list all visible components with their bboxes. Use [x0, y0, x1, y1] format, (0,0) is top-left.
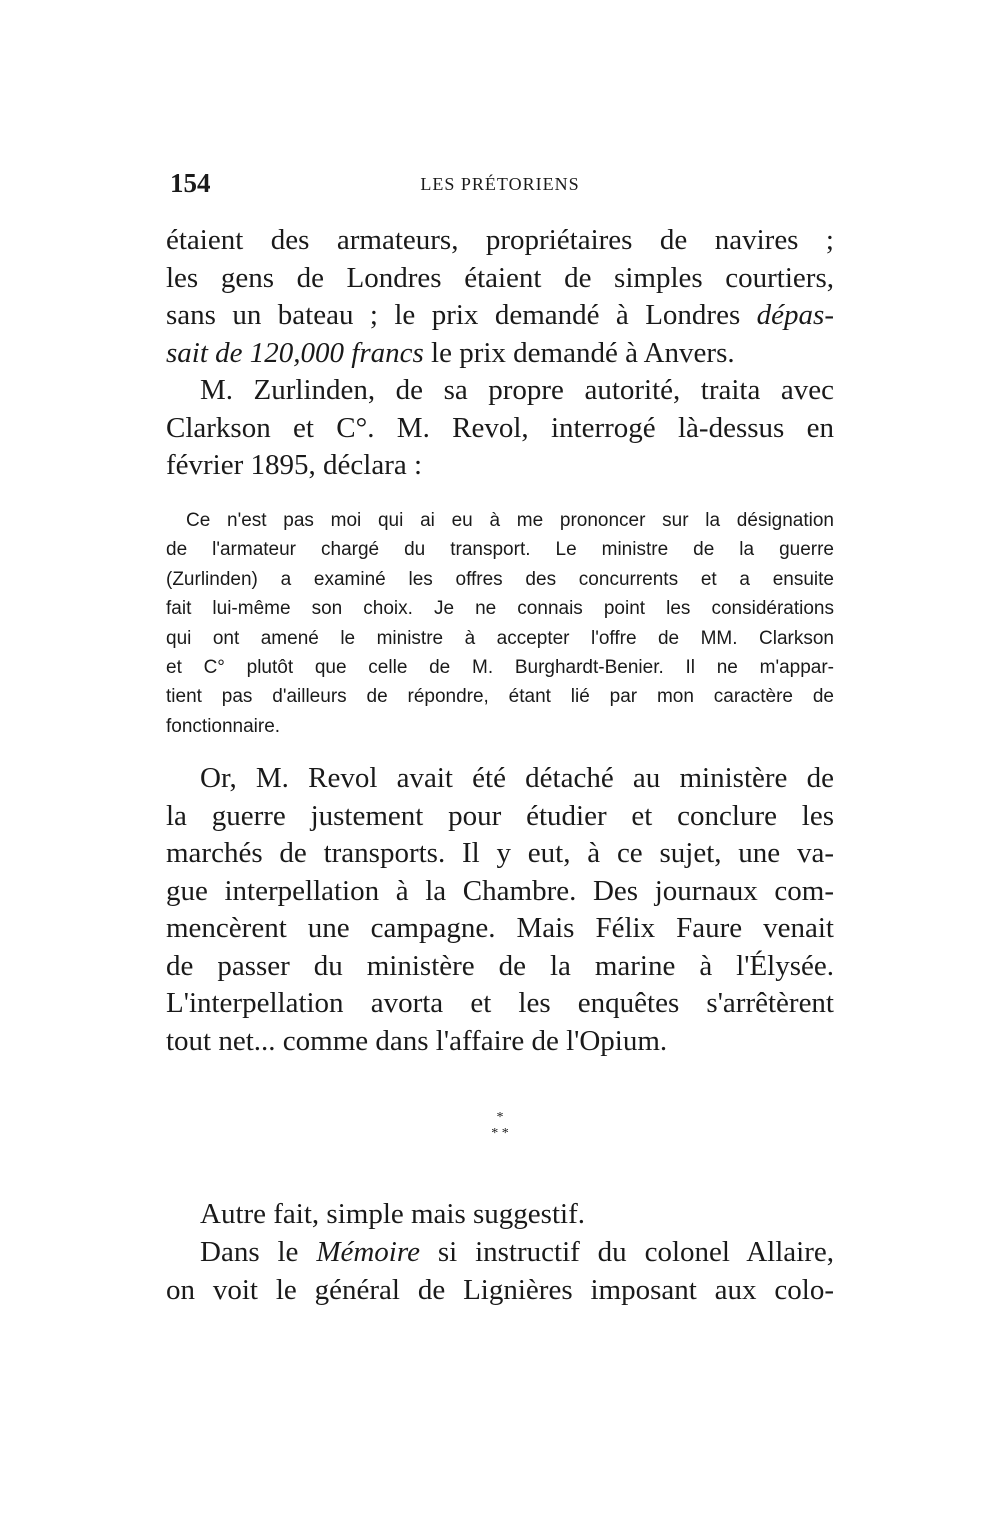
text-line: Or, M. Revol avait été détaché au ministère de — [200, 762, 834, 794]
quote-line: Ce n'est pas moi qui ai eu à me prononcer sur la désignation — [186, 510, 834, 531]
asterism-top: * — [496, 1110, 504, 1125]
italic-text: Mémoire — [316, 1236, 420, 1268]
paragraph-3 — [166, 760, 834, 1060]
text-line: marchés de transports. Il y eut, à ce sujet, une va- — [166, 837, 834, 869]
quote-line: (Zurlinden) a examiné les offres des concurrents et a ensuite — [166, 568, 834, 590]
quote-line: qui ont amené le ministre à accepter l'offre de MM. Clarkson — [166, 627, 834, 649]
text-line: M. Zurlinden, de sa propre autorité, traita avec — [200, 374, 834, 406]
text-line: tout net... comme dans l'affaire de l'Opium. — [166, 1024, 668, 1057]
text-line: gue interpellation à la Chambre. Des journaux com- — [166, 874, 834, 907]
quote-line: tient pas d'ailleurs de répondre, étant lié par mon caractère de — [166, 686, 834, 708]
asterism-bottom: * * — [491, 1126, 509, 1141]
text-line: sait de 120,000 francs le prix demandé à Anvers. — [166, 336, 735, 369]
section-asterism — [460, 1110, 540, 1150]
block-quote — [166, 506, 834, 741]
text-line: février 1895, déclara : — [166, 449, 423, 481]
italic-text: dépas- — [756, 299, 834, 331]
text-line: on voit le général de Lignières imposant aux colo- — [166, 1273, 834, 1306]
quote-line: fonctionnaire. — [166, 715, 281, 737]
italic-text: sait de 120,000 francs — [166, 336, 424, 369]
paragraph-4 — [166, 1196, 834, 1234]
text-line: Dans le Mémoire si instructif du colonel Allaire, — [200, 1236, 834, 1268]
quote-line: et C° plutôt que celle de M. Burghardt-Benier. Il ne m'appar- — [166, 657, 834, 679]
paragraph-2 — [166, 372, 834, 485]
text-line: la guerre justement pour étudier et conclure les — [166, 799, 834, 832]
text-line: L'interpellation avorta et les enquêtes s'arrêtèrent — [166, 987, 834, 1019]
page-header — [170, 168, 830, 198]
paragraph-1 — [166, 222, 834, 372]
text-line: les gens de Londres étaient de simples courtiers, — [166, 261, 834, 294]
quote-line: de l'armateur chargé du transport. Le ministre de la guerre — [166, 539, 834, 561]
paragraph-5 — [166, 1234, 834, 1309]
text-line: de passer du ministère de la marine à l'Élysée. — [166, 949, 834, 982]
quote-line: fait lui-même son choix. Je ne connais point les considérations — [166, 598, 834, 620]
text-line: Clarkson et C°. M. Revol, interrogé là-dessus en — [166, 411, 834, 444]
page-number: 154 — [170, 168, 211, 198]
text-line: sans un bateau ; le prix demandé à Londres dépas- — [166, 299, 834, 331]
text-line: Autre fait, simple mais suggestif. — [200, 1198, 585, 1230]
text-line: mencèrent une campagne. Mais Félix Faure venait — [166, 912, 834, 944]
running-title: LES PRÉTORIENS — [420, 174, 580, 194]
text-line: étaient des armateurs, propriétaires de navires ; — [166, 224, 834, 256]
